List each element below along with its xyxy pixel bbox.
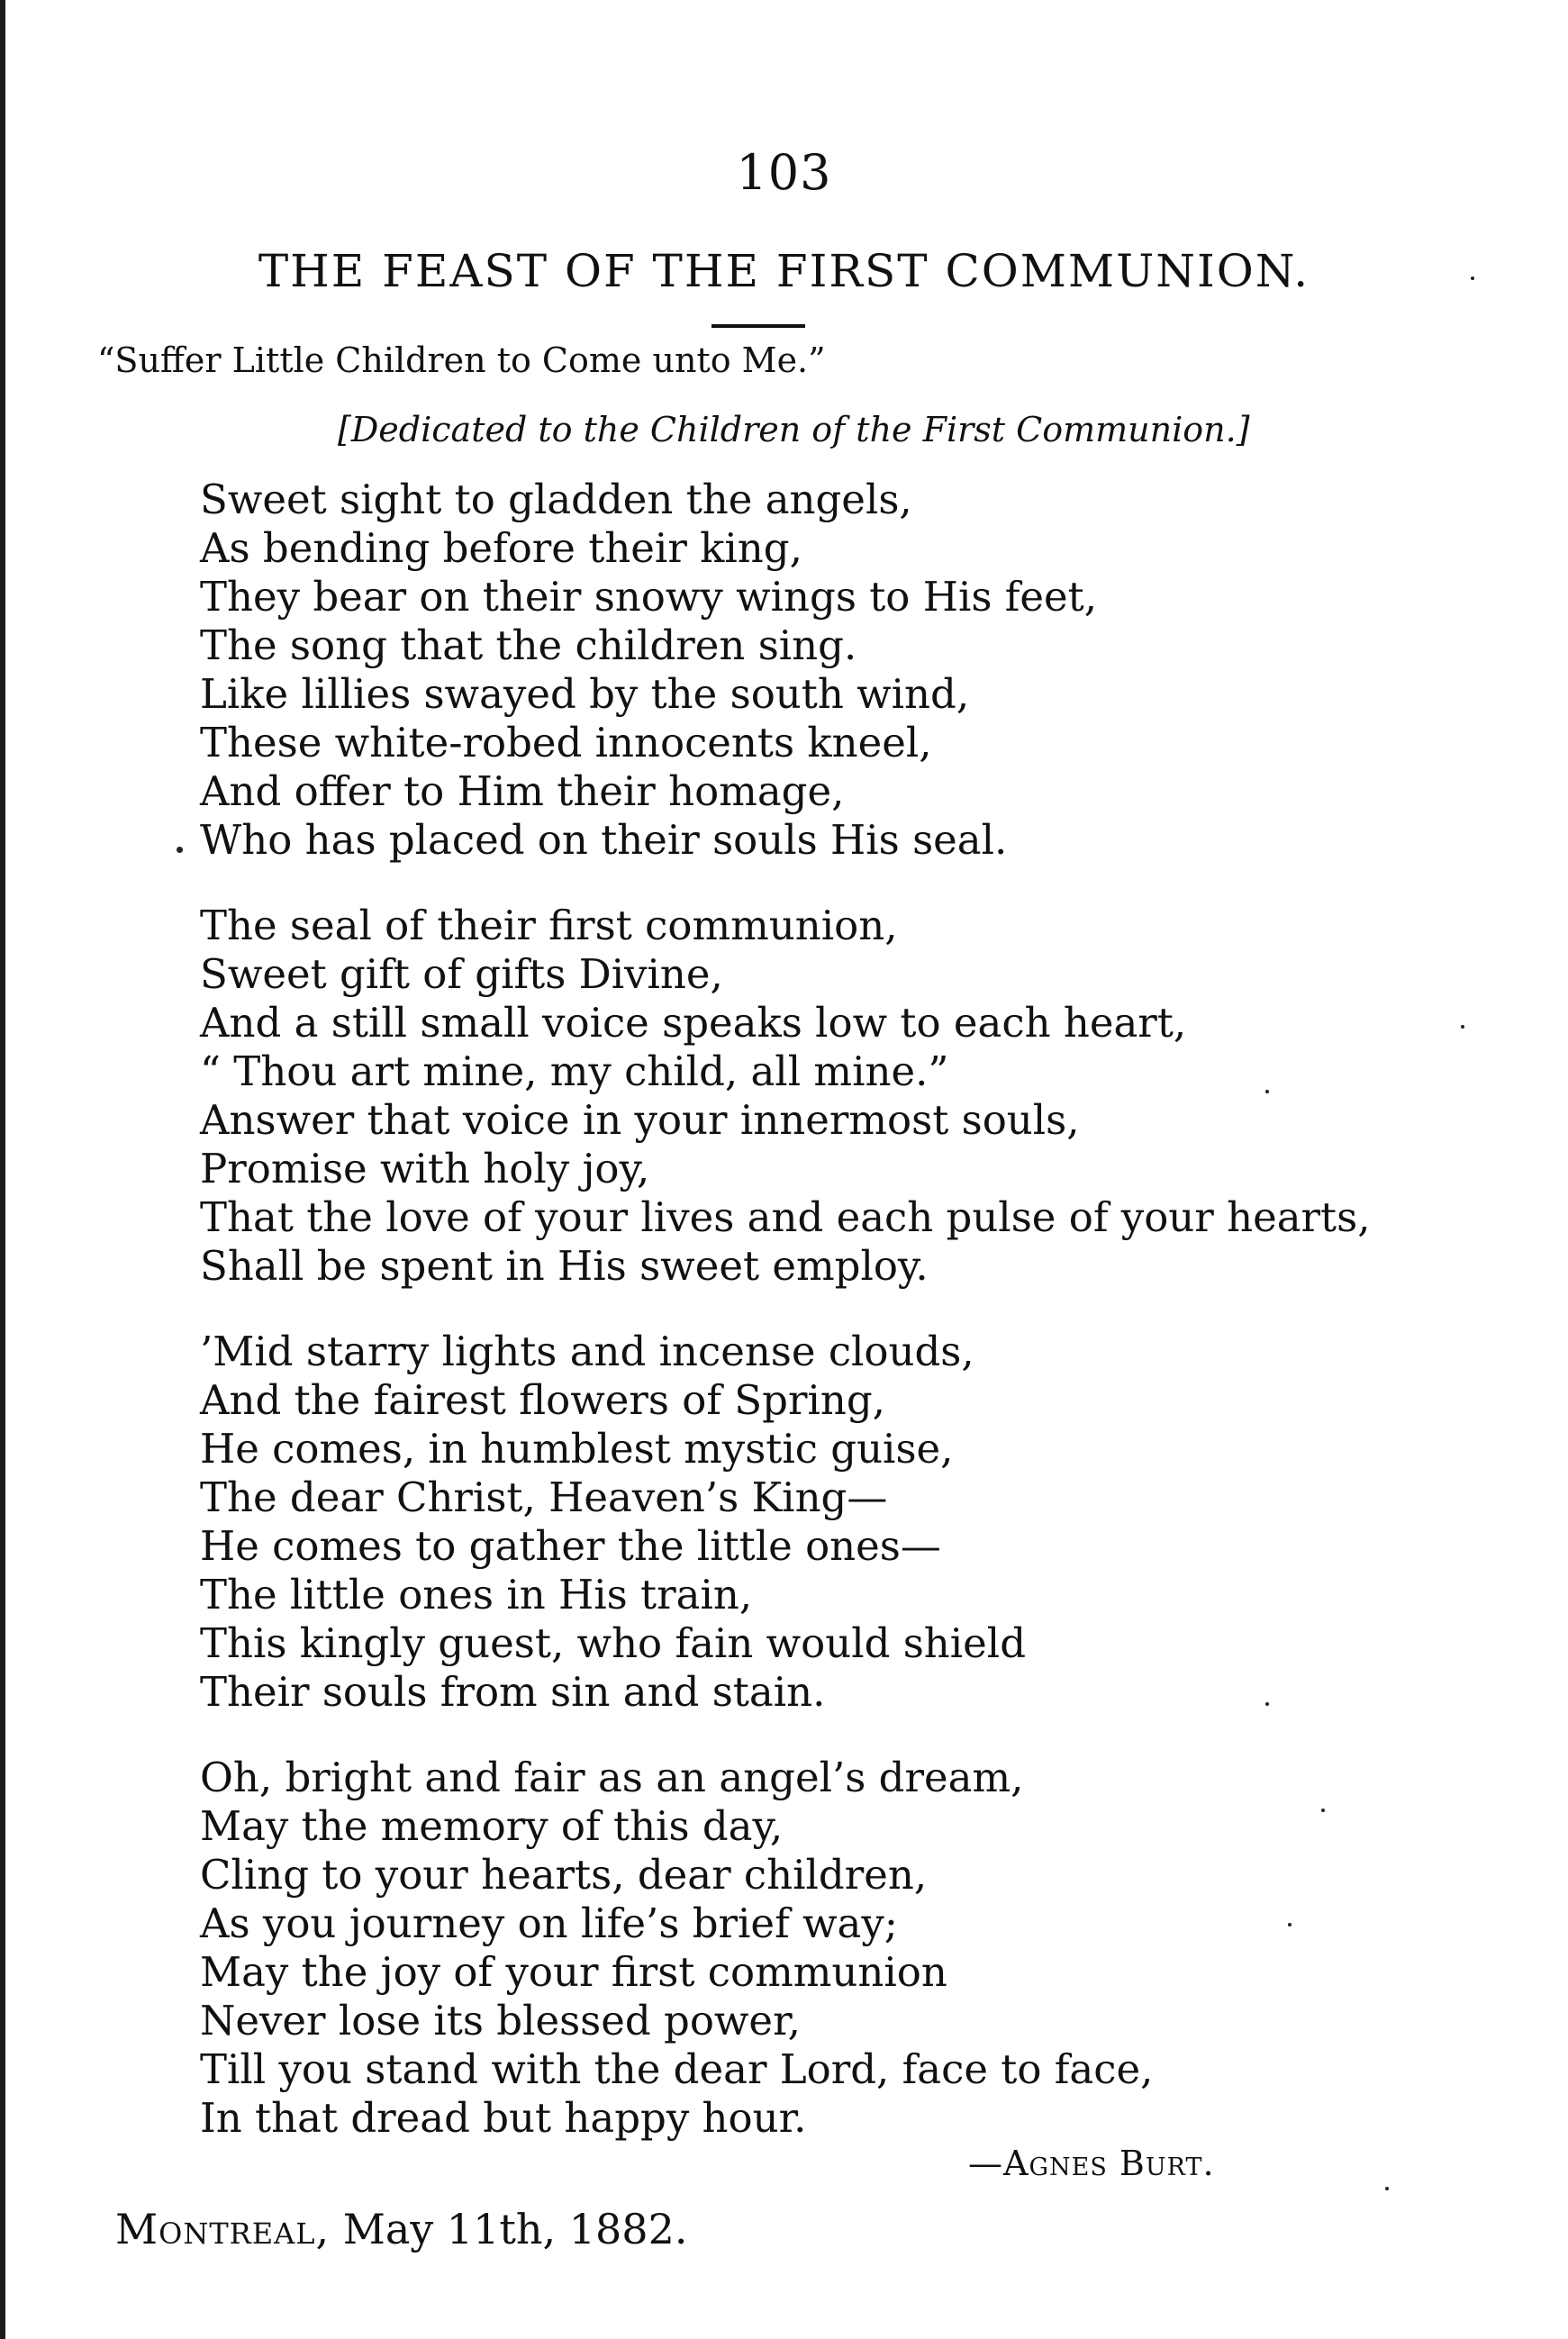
poem-line: The song that the children sing. bbox=[200, 621, 857, 669]
margin-dot-mark bbox=[177, 847, 183, 853]
page-number: 103 bbox=[736, 144, 832, 201]
poem-line: Their souls from sin and stain. bbox=[200, 1668, 826, 1716]
poem-line: As bending before their king, bbox=[200, 524, 802, 572]
poem-title: THE FEAST OF THE FIRST COMMUNION. bbox=[258, 245, 1310, 297]
poem-line: Cling to your hearts, dear children, bbox=[200, 1851, 928, 1899]
stanza-3 bbox=[200, 1328, 1371, 1717]
poem-dedication: [Dedicated to the Children of the First Communion.] bbox=[338, 410, 1250, 449]
poem-epigraph: “Suffer Little Children to Come unto Me.” bbox=[97, 340, 826, 380]
poem-line: And offer to Him their homage, bbox=[200, 767, 845, 815]
poem-line: Never lose its blessed power, bbox=[200, 1997, 801, 2044]
title-divider bbox=[711, 324, 805, 328]
scan-speck bbox=[1471, 277, 1474, 280]
scan-speck bbox=[1288, 1923, 1292, 1927]
poem-line: Like lillies swayed by the south wind, bbox=[200, 670, 970, 718]
poem-line: These white-robed innocents kneel, bbox=[200, 719, 932, 766]
poem-body bbox=[200, 476, 1371, 2180]
poem-line: Who has placed on their souls His seal. bbox=[200, 816, 1008, 864]
poem-line: Shall be spent in His sweet employ. bbox=[200, 1242, 929, 1290]
poem-line: May the memory of this day, bbox=[200, 1802, 784, 1850]
date-text: May 11th, 1882. bbox=[342, 2205, 688, 2253]
poem-line: The seal of their first communion, bbox=[200, 902, 898, 949]
poem-line: Till you stand with the dear Lord, face to face, bbox=[200, 2045, 1154, 2093]
poem-line: Oh, bright and fair as an angel’s dream, bbox=[200, 1754, 1024, 1801]
page-edge-shadow bbox=[0, 0, 5, 2339]
poem-line: And the fairest flowers of Spring, bbox=[200, 1376, 885, 1424]
poem-line: Sweet gift of gifts Divine, bbox=[200, 950, 723, 998]
scan-speck bbox=[1461, 1025, 1464, 1029]
place-date-line bbox=[115, 2205, 687, 2253]
poem-line: He comes, in humblest mystic guise, bbox=[200, 1425, 954, 1473]
poem-line: Answer that voice in your innermost souls, bbox=[200, 1096, 1080, 1144]
scan-speck bbox=[1265, 1702, 1269, 1706]
author-signature: —Agnes Burt. bbox=[968, 2144, 1215, 2183]
poem-line: They bear on their snowy wings to His feet, bbox=[200, 573, 1098, 621]
scan-speck bbox=[1385, 2187, 1389, 2190]
poem-line: That the love of your lives and each pulse of your hearts, bbox=[200, 1193, 1371, 1241]
poem-line: May the joy of your first communion bbox=[200, 1948, 947, 1996]
scan-speck bbox=[1321, 1809, 1325, 1812]
stanza-1 bbox=[200, 476, 1371, 865]
place-name: Montreal, bbox=[115, 2205, 331, 2253]
poem-line: Sweet sight to gladden the angels, bbox=[200, 476, 912, 523]
scan-speck bbox=[1265, 1090, 1269, 1093]
poem-line: And a still small voice speaks low to each heart, bbox=[200, 999, 1187, 1047]
poem-line: “ Thou art mine, my child, all mine.” bbox=[200, 1047, 949, 1095]
poem-line: He comes to gather the little ones— bbox=[200, 1522, 941, 1570]
poem-line: Promise with holy joy, bbox=[200, 1145, 650, 1192]
poem-line: In that dread but happy hour. bbox=[200, 2094, 807, 2142]
poem-line: ’Mid starry lights and incense clouds, bbox=[200, 1328, 974, 1375]
poem-line: As you journey on life’s brief way; bbox=[200, 1899, 898, 1947]
poem-line: The little ones in His train, bbox=[200, 1571, 753, 1618]
poem-line: This kingly guest, who fain would shield bbox=[200, 1619, 1027, 1667]
stanza-2 bbox=[200, 902, 1371, 1291]
stanza-4 bbox=[200, 1754, 1371, 2143]
poem-line: The dear Christ, Heaven’s King— bbox=[200, 1473, 888, 1521]
